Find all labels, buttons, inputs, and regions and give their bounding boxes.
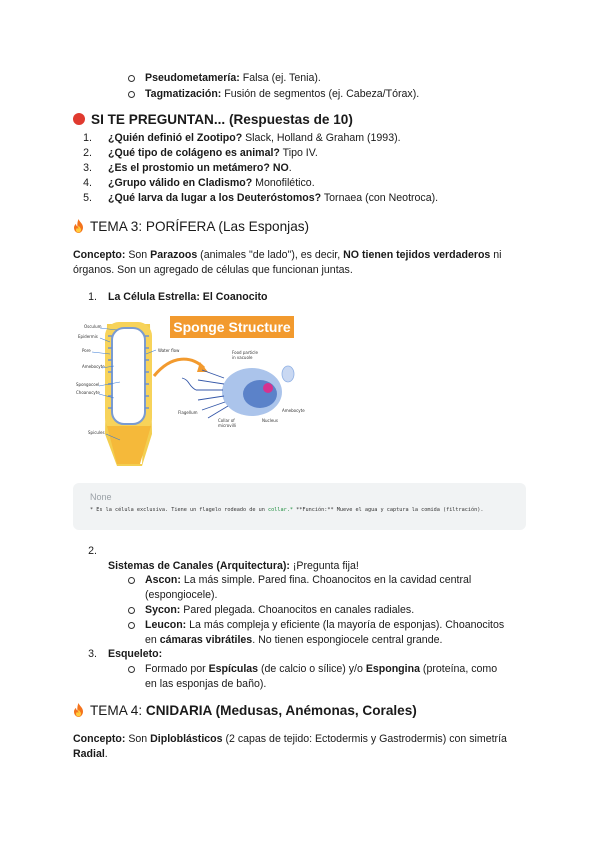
list-number: 4. [83, 177, 92, 189]
hollow-bullet-icon [128, 577, 135, 584]
bold-text: Espículas [208, 663, 259, 675]
list-item [108, 647, 162, 661]
list-number: 2. [83, 147, 92, 159]
question: ¿Grupo válido en Cladismo? [108, 177, 253, 189]
code-text: **Función:** Mueve el agua y captura la comida (filtración). [293, 507, 484, 513]
definition: La más simple. Pared fina. Choanocitos en la cavidad central [180, 574, 472, 586]
heading-text: SI TE PREGUNTAN... (Respuestas de 10) [91, 112, 353, 127]
list-number: 2. [88, 545, 97, 557]
concepto-paragraph-line2 [73, 747, 108, 761]
sponge-structure-figure [72, 314, 305, 466]
svg-text:in vacuole: in vacuole [232, 355, 253, 360]
section-heading-tema4 [73, 702, 417, 720]
fire-icon [73, 219, 84, 233]
answer: Tipo IV. [279, 147, 318, 159]
code-text: * Es la célula exclusiva. Tiene un flagelo rodeado de un [90, 507, 269, 513]
list-number: 3. [88, 648, 97, 660]
code-highlight: collar.* [268, 507, 294, 513]
svg-text:Pore: Pore [82, 348, 91, 353]
svg-text:Amebocyte: Amebocyte [282, 408, 305, 413]
definition: Pared plegada. Choanocitos en canales radiales. [180, 604, 415, 616]
red-circle-icon [73, 113, 85, 125]
list-item [108, 290, 268, 304]
list-item [108, 191, 438, 205]
definition: Fusión de segmentos (ej. Cabeza/Tórax). [221, 88, 420, 100]
hollow-bullet-icon [128, 607, 135, 614]
code-block [73, 483, 526, 530]
svg-text:Flagellum: Flagellum [178, 410, 198, 415]
text: en [145, 634, 160, 646]
svg-text:Osculum: Osculum [84, 324, 102, 329]
question: ¿Quién definió el Zootipo? [108, 132, 243, 144]
text: (animales "de lado"), es decir, [197, 249, 344, 261]
svg-text:Epidermis: Epidermis [78, 334, 98, 339]
svg-text:Water flow: Water flow [158, 348, 180, 353]
term: Ascon: [145, 574, 181, 586]
heading-bold-text: CNIDARIA (Medusas, Anémonas, Corales) [145, 703, 417, 718]
term: Tagmatización: [145, 88, 222, 100]
svg-text:microvilli: microvilli [218, 423, 237, 428]
heading-text: TEMA 4: [90, 703, 146, 718]
svg-text:Spongocoel: Spongocoel [76, 382, 100, 387]
bold-text: Radial [73, 748, 105, 760]
concepto-paragraph-line2: órganos. Son un agregado de células que funcionan juntas. [73, 264, 353, 276]
term: Sycon: [145, 604, 181, 616]
concepto-paragraph [73, 248, 502, 262]
concepto-paragraph [73, 732, 507, 746]
list-number: 1. [83, 132, 92, 144]
term: Leucon: [145, 619, 187, 631]
hollow-bullet-icon [128, 622, 135, 629]
bold-text: Diploblásticos [150, 733, 223, 745]
list-item [145, 573, 471, 587]
heading-text: TEMA 3: PORÍFERA (Las Esponjas) [90, 219, 310, 234]
text: . [104, 748, 108, 760]
text: Son [125, 249, 151, 261]
section-heading-questions [73, 111, 353, 129]
list-item [145, 71, 321, 85]
code-content [90, 507, 484, 513]
answer: Tornaea (con Neotroca). [321, 192, 439, 204]
list-item [108, 161, 292, 175]
code-language-label: None [90, 492, 112, 502]
list-item [108, 559, 359, 573]
svg-text:Amebocyte: Amebocyte [82, 364, 105, 369]
list-item [108, 176, 315, 190]
svg-text:Nucleus: Nucleus [262, 418, 278, 423]
list-item [108, 131, 401, 145]
question: ¿Qué tipo de colágeno es animal? [108, 147, 280, 159]
concepto-label: Concepto: [73, 249, 126, 261]
hollow-bullet-icon [128, 666, 135, 673]
hollow-bullet-icon [128, 75, 135, 82]
fire-icon [73, 703, 84, 717]
answer: NO [269, 162, 289, 174]
definition: Falsa (ej. Tenia). [239, 72, 321, 84]
list-item [108, 146, 318, 160]
list-number: 3. [83, 162, 92, 174]
list-number: 5. [83, 192, 92, 204]
item-text: ¡Pregunta fija! [289, 560, 359, 572]
svg-text:Choanocyte: Choanocyte [76, 390, 100, 395]
item-title: La Célula Estrella: El Coanocito [108, 291, 268, 303]
definition-line2: (espongiocele). [145, 589, 218, 601]
definition-line2: en las esponjas de baño). [145, 678, 267, 690]
concepto-label: Concepto: [73, 733, 126, 745]
sponge-diagram-image [72, 314, 305, 466]
list-item [145, 603, 414, 617]
list-item [145, 618, 504, 632]
bold-text: NO tienen tejidos verdaderos [343, 249, 491, 261]
bold-text: cámaras vibrátiles [159, 634, 253, 646]
answer: Monofilético. [252, 177, 315, 189]
text: ni [490, 249, 502, 261]
text: (de calcio o sílice) y/o [258, 663, 366, 675]
section-heading-tema3 [73, 218, 309, 236]
text: . No tienen espongiocele central grande. [252, 634, 443, 646]
question: ¿Qué larva da lugar a los Deuteróstomos? [108, 192, 322, 204]
text: Formado por [145, 663, 209, 675]
bold-text: Espongina [365, 663, 420, 675]
svg-text:Food particle: Food particle [232, 350, 258, 355]
definition-line2 [145, 633, 442, 647]
list-item [145, 662, 497, 676]
hollow-bullet-icon [128, 91, 135, 98]
item-title: Esqueleto: [108, 648, 163, 660]
answer-tail: . [288, 162, 292, 174]
text: (proteína, como [419, 663, 498, 675]
question: ¿Es el prostomio un metámero? [108, 162, 270, 174]
definition: La más compleja y eficiente (la mayoría de esponjas). Choanocitos [186, 619, 505, 631]
list-number: 1. [88, 291, 97, 303]
svg-text:Spicules: Spicules [88, 430, 105, 435]
svg-text:Collar of: Collar of [218, 418, 235, 423]
item-title: Sistemas de Canales (Arquitectura): [108, 560, 290, 572]
term: Pseudometamería: [145, 72, 240, 84]
figure-title: Sponge Structure [173, 319, 291, 335]
answer: Slack, Holland & Graham (1993). [242, 132, 401, 144]
text: Son [125, 733, 151, 745]
list-item [145, 87, 419, 101]
text: (2 capas de tejido: Ectodermis y Gastrodermis) con simetría [222, 733, 507, 745]
bold-text: Parazoos [150, 249, 198, 261]
